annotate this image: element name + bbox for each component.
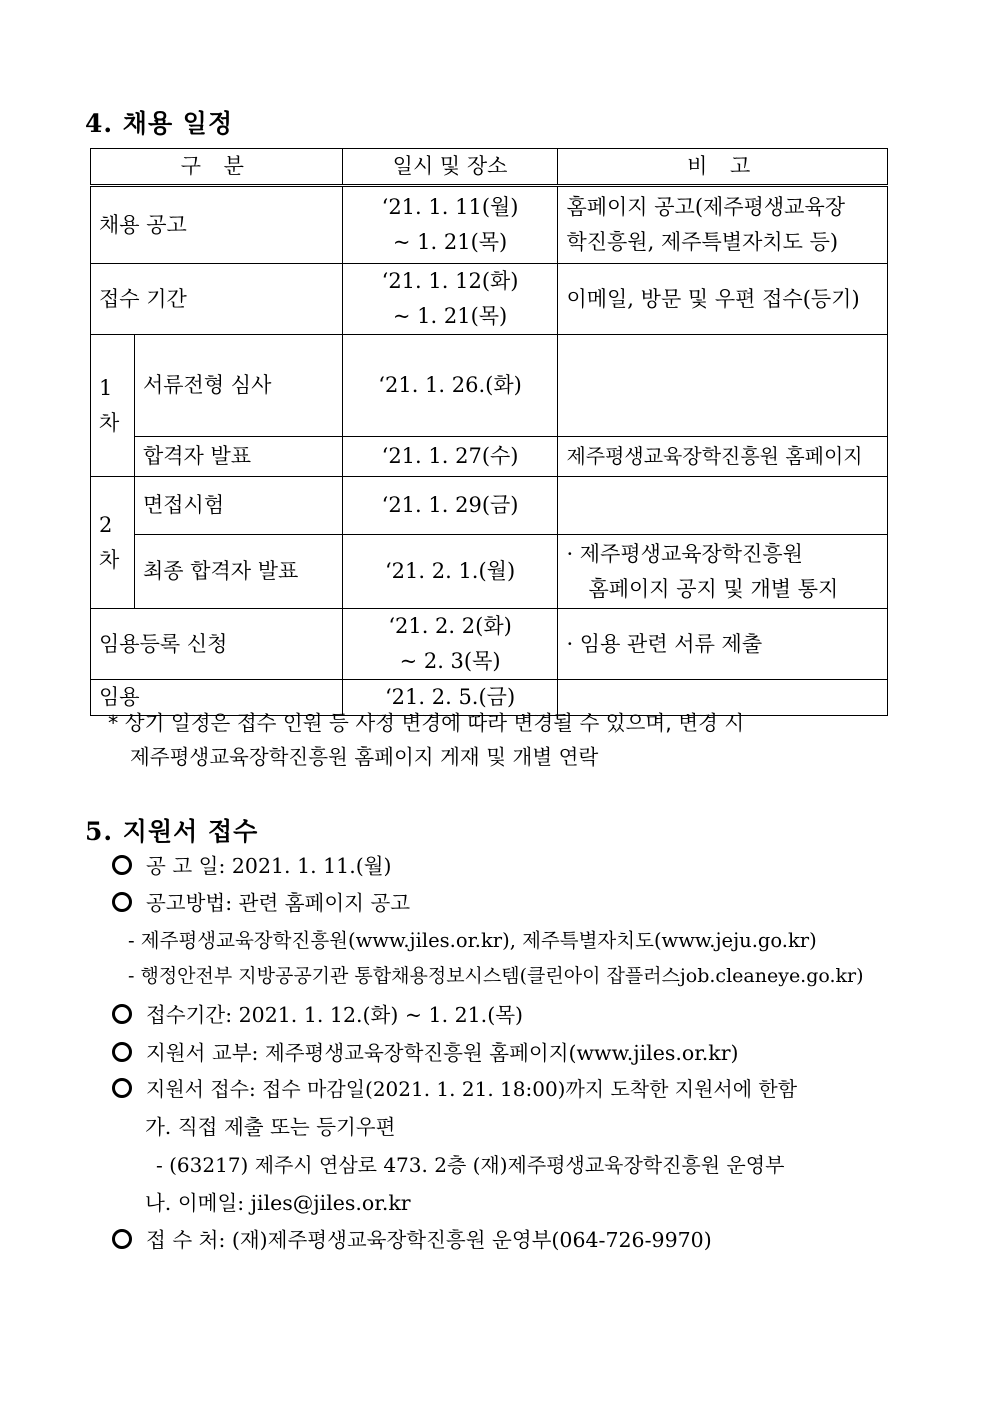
circle-bullet-icon <box>112 855 132 875</box>
list-item: 가. 직접 제출 또는 등기우편 <box>145 1115 396 1139</box>
list-item: 접수기간: 2021. 1. 12.(화) ~ 1. 21.(목) <box>112 998 523 1028</box>
row-date: ‘21. 2. 5.(금) <box>342 680 558 716</box>
row-label: 합격자 발표 <box>134 437 342 477</box>
round-2-label: 2 차 <box>91 477 135 609</box>
table-row <box>91 437 888 477</box>
schedule-table <box>90 148 888 716</box>
list-item: 공 고 일: 2021. 1. 11.(월) <box>112 849 392 879</box>
row-remark: · 임용 관련 서류 제출 <box>558 609 888 680</box>
list-item: 지원서 교부: 제주평생교육장학진흥원 홈페이지(www.jiles.or.kr) <box>112 1036 739 1066</box>
row-remark: 홈페이지 공고(제주평생교육장 학진흥원, 제주특별자치도 등) <box>558 186 888 264</box>
row-date: ‘21. 1. 27(수) <box>342 437 558 477</box>
row-remark <box>558 477 888 535</box>
row-date: ‘21. 1. 11(월) ~ 1. 21(목) <box>342 186 558 264</box>
list-item: 공고방법: 관련 홈페이지 공고 <box>112 886 410 916</box>
list-item: 나. 이메일: jiles@jiles.or.kr <box>145 1191 411 1215</box>
row-date: ‘21. 2. 2(화) ~ 2. 3(목) <box>342 609 558 680</box>
table-header-row <box>91 149 888 186</box>
list-item: - 행정안전부 지방공공기관 통합채용정보시스템(클린아이 잡플러스job.cleaneye.go.kr) <box>128 965 864 987</box>
table-row <box>91 535 888 609</box>
schedule-note: * 상기 일정은 접수 인원 등 사정 변경에 따라 변경될 수 있으며, 변경 시 제주평생교육장학진흥원 홈페이지 게재 및 개별 연락 <box>108 711 745 769</box>
row-remark <box>558 335 888 437</box>
row-label: 임용 <box>91 680 343 716</box>
row-label: 서류전형 심사 <box>134 335 342 437</box>
header-date-place: 일시 및 장소 <box>342 149 558 186</box>
list-item: - 제주평생교육장학진흥원(www.jiles.or.kr), 제주특별자치도(www.jeju.go.kr) <box>128 929 817 952</box>
row-label: 접수 기간 <box>91 264 343 335</box>
round-1-label: 1 차 <box>91 335 135 477</box>
circle-bullet-icon <box>112 1004 132 1024</box>
circle-bullet-icon <box>112 1042 132 1062</box>
row-date: ‘21. 2. 1.(월) <box>342 535 558 609</box>
row-remark: · 제주평생교육장학진흥원 홈페이지 공지 및 개별 통지 <box>558 535 888 609</box>
row-date: ‘21. 1. 12(화) ~ 1. 21(목) <box>342 264 558 335</box>
table-row <box>91 335 888 437</box>
circle-bullet-icon <box>112 892 132 912</box>
table-row <box>91 609 888 680</box>
row-date: ‘21. 1. 26.(화) <box>342 335 558 437</box>
row-date: ‘21. 1. 29(금) <box>342 477 558 535</box>
row-remark: 제주평생교육장학진흥원 홈페이지 <box>558 437 888 477</box>
row-label: 채용 공고 <box>91 186 343 264</box>
circle-bullet-icon <box>112 1078 132 1098</box>
list-item: 접 수 처: (재)제주평생교육장학진흥원 운영부(064-726-9970) <box>112 1223 712 1253</box>
row-label: 최종 합격자 발표 <box>134 535 342 609</box>
row-label: 면접시험 <box>134 477 342 535</box>
section-4-title: 4. 채용 일정 <box>85 109 234 138</box>
list-item: 지원서 접수: 접수 마감일(2021. 1. 21. 18:00)까지 도착한 지원서에 한함 <box>112 1073 797 1102</box>
table-row <box>91 477 888 535</box>
row-label: 임용등록 신청 <box>91 609 343 680</box>
header-remarks: 비 고 <box>558 149 888 186</box>
list-item: - (63217) 제주시 연삼로 473. 2층 (재)제주평생교육장학진흥원 운영부 <box>156 1153 785 1177</box>
table-row <box>91 186 888 264</box>
table-row <box>91 264 888 335</box>
circle-bullet-icon <box>112 1229 132 1249</box>
section-5-title: 5. 지원서 접수 <box>85 817 259 846</box>
header-category: 구 분 <box>91 149 343 186</box>
row-remark: 이메일, 방문 및 우편 접수(등기) <box>558 264 888 335</box>
